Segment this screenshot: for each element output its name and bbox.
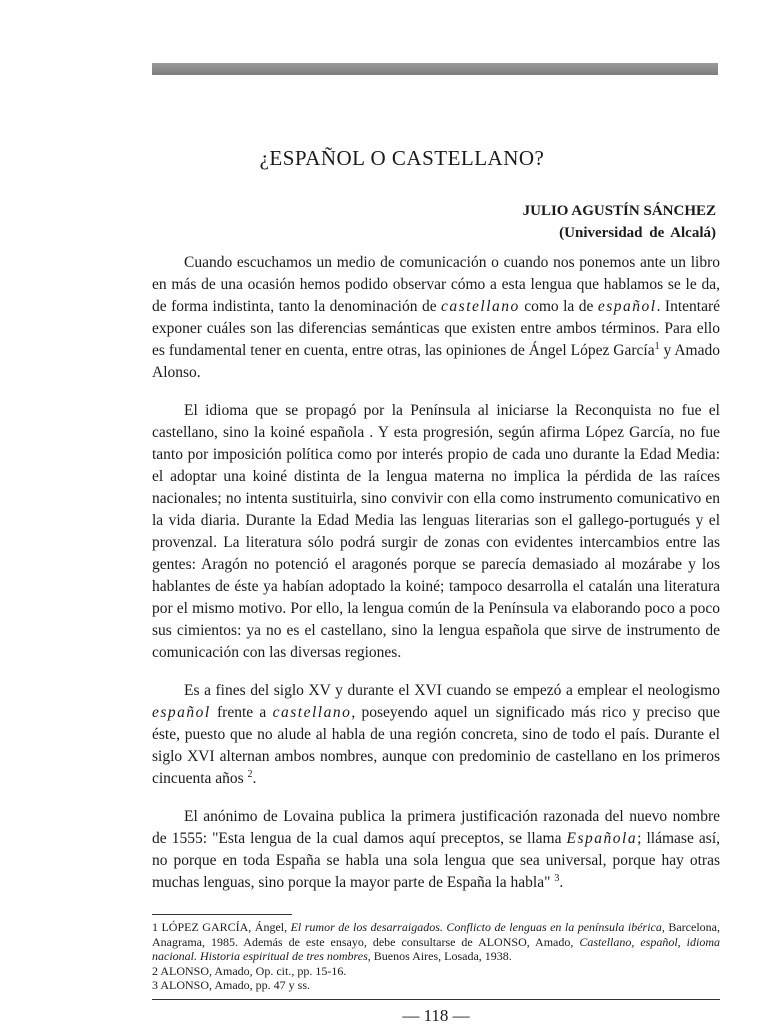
text-segment: y Amado Alonso. [152, 342, 720, 381]
text-segment: El idioma que se propagó por la Península al iniciarse la Reconquista no fue el castellano, sino la koiné española . Y esta progresión, según afirma López García, no fue tanto por imposición política como por interés propio de cada uno durante la Edad Media: el adoptar una koiné distinta de la lengua materna no implica la pérdida de las raíces nacionales; no intenta sustituirla, sino convivir con ella como instrumento comunicativo en la vida diaria. Durante la Edad Media las lenguas literarias son el gallego-portugués y el provenzal. La literatura sólo podrá surgir de zonas con evidentes intercambios entre las gentes: Aragón no potenció el aragonés porque se parecía demasiado al mozárabe y los hablantes de éste ya habían adoptado la koiné; tampoco desarrolla el catalán una literatura por el mismo motivo. Por ello, la lengua común de la Península va elaborando poco a poco sus cimientos: ya no es el castellano, sino la lengua española que sirve de instrumento de comunicación con las diversas regiones. [152, 402, 720, 661]
footnotes [152, 920, 720, 993]
page-content [152, 252, 720, 1026]
text-segment: , Buenos Aires, Losada, 1938. [367, 949, 512, 963]
author-name: JULIO AGUSTÍN SÁNCHEZ [522, 203, 716, 219]
text-segment: 1 LÓPEZ GARCÍA, Ángel, [152, 920, 291, 934]
footnote-reference: 1 [654, 340, 660, 352]
footnote-reference: 3 [554, 872, 560, 884]
text-segment: Castellano, español, idioma nacional. Historia espiritual de tres nombres [152, 934, 720, 963]
paragraph [152, 400, 720, 664]
header-bar [152, 63, 718, 75]
bottom-rule [152, 999, 720, 1000]
paragraph [152, 680, 720, 790]
author-block [523, 200, 716, 244]
article-body [152, 252, 720, 894]
page-number: — 118 — [402, 1005, 470, 1025]
text-segment: . [559, 874, 564, 891]
text-segment: . [252, 770, 257, 787]
footnote-reference: 2 [247, 768, 253, 780]
text-segment: 3 ALONSO, Amado, pp. 47 y ss. [152, 978, 311, 992]
text-segment: Es a fines del siglo XV y durante el XVI cuando se empezó a emplear el neologismo [184, 682, 720, 699]
article-title: ¿ESPAÑOL O CASTELLANO? [259, 146, 545, 170]
text-segment: español [152, 704, 211, 721]
footnote [152, 920, 720, 964]
text-segment: Española [566, 830, 638, 847]
text-segment: castellano [272, 704, 352, 721]
text-segment: castellano [441, 298, 520, 315]
text-segment: El anónimo de Lovaina publica la primera justificación razonada del nuevo nombre de 1555: "Esta lengua de la cual damos aquí preceptos, se llama [152, 808, 720, 847]
paragraph [152, 806, 720, 894]
text-segment: . Intentaré exponer cuáles son las diferencias semánticas que existen entre ambos términos. Para ello es fundamental tener en cuenta, entre otras, las opiniones de Ángel López García [152, 298, 720, 359]
text-segment: 2 ALONSO, Amado, Op. cit., pp. 15-16. [152, 963, 347, 978]
text-segment: español [597, 298, 657, 315]
author-affiliation: (Universidad de Alcalá) [559, 225, 716, 241]
text-segment: El rumor de los desarraigados. Conflicto de lenguas en la península ibérica [290, 920, 662, 934]
text-segment: Cuando escuchamos un medio de comunicación o cuando nos ponemos ante un libro en más de una ocasión hemos podido observar cómo a esta lengua que hablamos se le da, de forma indistinta, tanto la denominación de [152, 254, 720, 315]
paragraph [152, 252, 720, 384]
footnote [152, 978, 720, 993]
footnote-divider [152, 914, 292, 915]
footnote [152, 964, 720, 979]
text-segment: ; llámase así, no porque en toda España se habla una sola lengua que sea universal, porque hay otras muchas lenguas, sino porque la mayor parte de España la habla" [152, 830, 720, 891]
text-segment: como la de [519, 298, 598, 315]
text-segment: frente a [210, 704, 273, 721]
text-segment: , poseyendo aquel un significado más rico y preciso que éste, puesto que no alude al habla de una región concreta, sino de todo el país. Durante el siglo XVI alternan ambos nombres, aunque con predominio de castellano en los primeros cincuenta años [152, 704, 720, 787]
text-segment: , Barcelona, Anagrama, 1985. Además de este ensayo, debe consultarse de ALONSO, Amado, [152, 920, 720, 949]
